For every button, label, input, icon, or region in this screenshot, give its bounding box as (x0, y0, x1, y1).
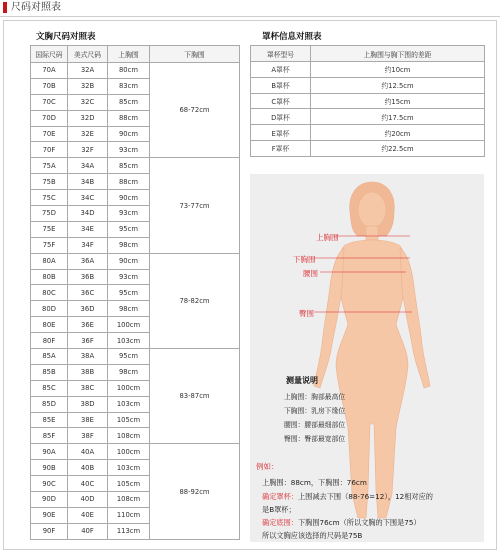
intl-size-cell: 75E (31, 221, 68, 237)
intl-size-cell: 90B (31, 460, 68, 476)
us-size-cell: 40A (68, 444, 108, 460)
cup-row (251, 140, 485, 156)
intl-size-cell: 75A (31, 158, 68, 174)
size-row (31, 444, 240, 460)
cup-cell: B罩杯 (251, 77, 311, 93)
bra-size-table-header (31, 46, 240, 63)
cup-table-title: 罩杯信息对照表 (262, 32, 322, 42)
label-lower-bust: 下胸围 (293, 255, 316, 264)
difference-cell: 约17.5cm (311, 109, 485, 125)
example-band-text: 下胸围76cm（所以文胸的下围是75） (297, 518, 421, 527)
intl-size-cell: 90E (31, 507, 68, 523)
us-size-cell: 32F (68, 142, 108, 158)
example-line-3: 是B罩杯； (262, 505, 296, 514)
intl-size-cell: 85D (31, 396, 68, 412)
example-cup-label: 确定罩杯： (262, 492, 298, 501)
intl-size-cell: 90F (31, 523, 68, 539)
upper-bust-cell: 110cm (108, 507, 150, 523)
example-label: 例如： (256, 462, 279, 471)
upper-bust-cell: 83cm (108, 78, 150, 94)
us-size-cell: 32A (68, 63, 108, 79)
intl-size-cell: 85A (31, 349, 68, 365)
upper-bust-cell: 103cm (108, 333, 150, 349)
upper-bust-cell: 95cm (108, 285, 150, 301)
intl-size-cell: 80D (31, 301, 68, 317)
difference-cell: 约15cm (311, 93, 485, 109)
label-upper-bust: 上胸围 (316, 233, 339, 242)
col-header-under-bust: 下胸围 (150, 46, 240, 63)
intl-size-cell: 75F (31, 237, 68, 253)
upper-bust-cell: 93cm (108, 269, 150, 285)
intl-size-cell: 75B (31, 174, 68, 190)
us-size-cell: 40B (68, 460, 108, 476)
cup-size-table (250, 45, 485, 157)
intl-size-cell: 75D (31, 206, 68, 222)
upper-bust-cell: 93cm (108, 142, 150, 158)
intl-size-cell: 90D (31, 492, 68, 508)
under-bust-cell: 78-82cm (150, 253, 240, 348)
intl-size-cell: 85C (31, 380, 68, 396)
legend-item: 上胸围：胸部最高位 (284, 393, 346, 401)
upper-bust-cell: 85cm (108, 158, 150, 174)
upper-bust-cell: 88cm (108, 110, 150, 126)
us-size-cell: 34C (68, 190, 108, 206)
intl-size-cell: 80E (31, 317, 68, 333)
size-row (31, 63, 240, 79)
us-size-cell: 36B (68, 269, 108, 285)
intl-size-cell: 90A (31, 444, 68, 460)
us-size-cell: 40F (68, 523, 108, 539)
upper-bust-cell: 103cm (108, 396, 150, 412)
example-band-label: 确定底围： (262, 518, 298, 527)
us-size-cell: 32E (68, 126, 108, 142)
size-row (31, 349, 240, 365)
us-size-cell: 40E (68, 507, 108, 523)
example-line-5: 所以文胸应该选择的尺码是75B (262, 531, 363, 540)
us-size-cell: 34A (68, 158, 108, 174)
us-size-cell: 38A (68, 349, 108, 365)
us-size-cell: 36C (68, 285, 108, 301)
us-size-cell: 36A (68, 253, 108, 269)
page-title: 尺码对照表 (11, 2, 61, 13)
size-row (31, 158, 240, 174)
legend-item: 下胸围：乳房下缘位 (284, 407, 346, 415)
cup-cell: A罩杯 (251, 62, 311, 78)
intl-size-cell: 80F (31, 333, 68, 349)
us-size-cell: 38D (68, 396, 108, 412)
intl-size-cell: 80A (31, 253, 68, 269)
upper-bust-cell: 80cm (108, 63, 150, 79)
page-header (0, 0, 500, 16)
cup-row (251, 93, 485, 109)
label-hip: 臀围 (299, 309, 314, 318)
col-header-cup: 罩杯型号 (251, 46, 311, 62)
upper-bust-cell: 100cm (108, 444, 150, 460)
upper-bust-cell: 90cm (108, 126, 150, 142)
bra-size-table-title: 文胸尺码对照表 (36, 32, 96, 42)
size-row (31, 253, 240, 269)
upper-bust-cell: 108cm (108, 428, 150, 444)
upper-bust-cell: 93cm (108, 206, 150, 222)
us-size-cell: 36E (68, 317, 108, 333)
us-size-cell: 34D (68, 206, 108, 222)
intl-size-cell: 70D (31, 110, 68, 126)
us-size-cell: 34E (68, 221, 108, 237)
difference-cell: 约20cm (311, 125, 485, 141)
upper-bust-cell: 98cm (108, 301, 150, 317)
us-size-cell: 38E (68, 412, 108, 428)
intl-size-cell: 90C (31, 476, 68, 492)
us-size-cell: 36D (68, 301, 108, 317)
col-header-difference: 上胸围与胸下围的差距 (311, 46, 485, 62)
intl-size-cell: 70C (31, 94, 68, 110)
upper-bust-cell: 98cm (108, 364, 150, 380)
us-size-cell: 32C (68, 94, 108, 110)
upper-bust-cell: 113cm (108, 523, 150, 539)
cup-row (251, 77, 485, 93)
difference-cell: 约12.5cm (311, 77, 485, 93)
intl-size-cell: 70B (31, 78, 68, 94)
intl-size-cell: 70E (31, 126, 68, 142)
upper-bust-cell: 88cm (108, 174, 150, 190)
upper-bust-cell: 108cm (108, 492, 150, 508)
upper-bust-cell: 98cm (108, 237, 150, 253)
upper-bust-cell: 100cm (108, 380, 150, 396)
us-size-cell: 34B (68, 174, 108, 190)
cup-cell: C罩杯 (251, 93, 311, 109)
example-cup-text: 上围减去下围（88-76=12），12相对应的 (297, 492, 433, 501)
upper-bust-cell: 103cm (108, 460, 150, 476)
upper-bust-cell: 100cm (108, 317, 150, 333)
intl-size-cell: 85F (31, 428, 68, 444)
cup-cell: F罩杯 (251, 140, 311, 156)
upper-bust-cell: 95cm (108, 349, 150, 365)
us-size-cell: 40D (68, 492, 108, 508)
intl-size-cell: 80B (31, 269, 68, 285)
intl-size-cell: 75C (31, 190, 68, 206)
intl-size-cell: 70A (31, 63, 68, 79)
example-line-4 (262, 518, 421, 528)
cup-cell: D罩杯 (251, 109, 311, 125)
intl-size-cell: 85E (31, 412, 68, 428)
us-size-cell: 34F (68, 237, 108, 253)
col-header-upper-bust: 上胸围 (108, 46, 150, 63)
us-size-cell: 38C (68, 380, 108, 396)
under-bust-cell: 83-87cm (150, 349, 240, 444)
us-size-cell: 38B (68, 364, 108, 380)
difference-cell: 约10cm (311, 62, 485, 78)
upper-bust-cell: 90cm (108, 253, 150, 269)
col-header-intl-size: 国际尺码 (31, 46, 68, 63)
example-line-1: 上胸围：88cm，下胸围：76cm (262, 478, 367, 487)
us-size-cell: 40C (68, 476, 108, 492)
upper-bust-cell: 105cm (108, 476, 150, 492)
header-divider (0, 16, 500, 17)
cup-row (251, 62, 485, 78)
upper-bust-cell: 85cm (108, 94, 150, 110)
upper-bust-cell: 95cm (108, 221, 150, 237)
us-size-cell: 32B (68, 78, 108, 94)
measurement-legend-title: 测量说明 (286, 376, 318, 385)
cup-row (251, 125, 485, 141)
difference-cell: 约22.5cm (311, 140, 485, 156)
us-size-cell: 32D (68, 110, 108, 126)
under-bust-cell: 88-92cm (150, 444, 240, 539)
upper-bust-cell: 90cm (108, 190, 150, 206)
under-bust-cell: 68-72cm (150, 63, 240, 158)
cup-cell: E罩杯 (251, 125, 311, 141)
bra-size-table (30, 45, 240, 540)
us-size-cell: 38F (68, 428, 108, 444)
under-bust-cell: 73-77cm (150, 158, 240, 253)
cup-table-header (251, 46, 485, 62)
label-waist: 腰围 (303, 269, 318, 278)
cup-row (251, 109, 485, 125)
us-size-cell: 36F (68, 333, 108, 349)
intl-size-cell: 70F (31, 142, 68, 158)
example-line-2 (262, 492, 433, 502)
col-header-us-size: 美式尺码 (68, 46, 108, 63)
upper-bust-cell: 105cm (108, 412, 150, 428)
header-accent-bar (3, 2, 7, 13)
legend-item: 臀围：臀部最宽部位 (284, 435, 346, 443)
intl-size-cell: 85B (31, 364, 68, 380)
legend-item: 腰围：腰部最细部位 (284, 421, 346, 429)
intl-size-cell: 80C (31, 285, 68, 301)
